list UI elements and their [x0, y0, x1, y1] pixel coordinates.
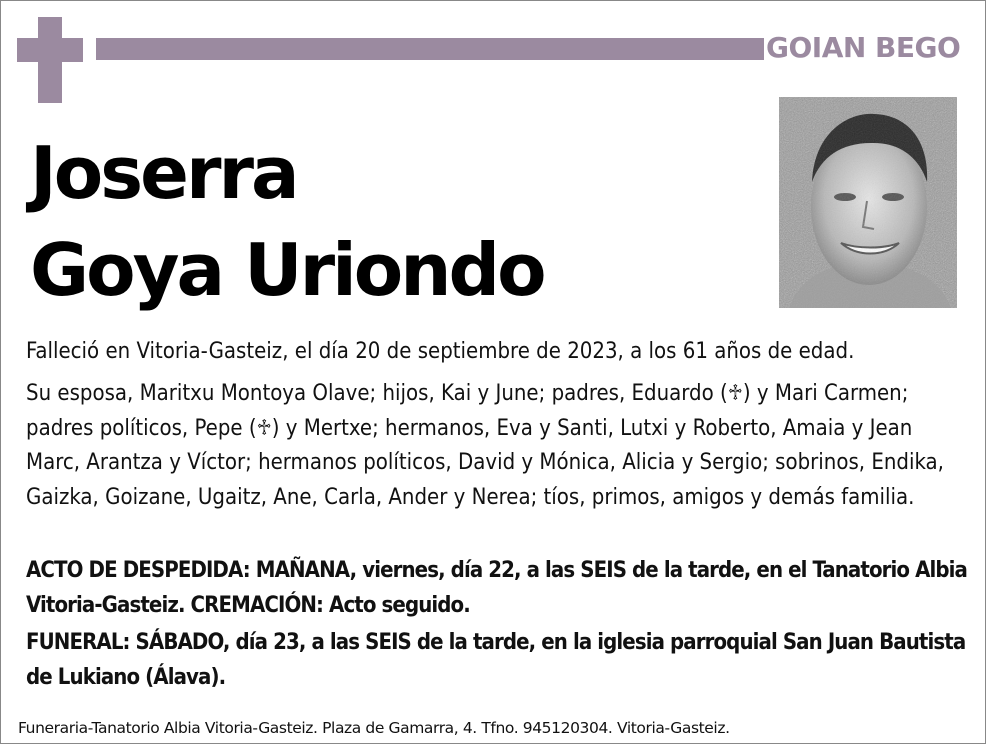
header-bar — [96, 38, 764, 60]
surnames: Goya Uriondo — [30, 228, 544, 312]
brand-label: GOIAN BEGO — [766, 31, 961, 64]
farewell-act — [26, 554, 971, 623]
family-list — [26, 377, 971, 515]
portrait-photo — [779, 97, 957, 308]
portrait-image — [779, 97, 957, 308]
fallecio-text: Falleció en Vitoria-Gasteiz, el día 20 de septiembre de 2023, a los 61 años de edad. — [26, 339, 855, 364]
funeral-text: FUNERAL: SÁBADO, día 23, a las SEIS de la tarde, en la iglesia parroquial San Juan Bautista de Lukiano (Álava). — [26, 630, 966, 690]
funeral-home-footer: Funeraria-Tanatorio Albia Vitoria-Gasteiz. Plaza de Gamarra, 4. Tfno. 945120304. Vitoria-Gasteiz. — [18, 719, 730, 737]
acto-text: ACTO DE DESPEDIDA: MAÑANA, viernes, día 22, a las SEIS de la tarde, en el Tanatorio Albia Vitoria-Gasteiz. CREMACIÓN: Acto seguido. — [26, 558, 967, 618]
death-notice — [26, 335, 971, 370]
familia-text: Su esposa, Maritxu Montoya Olave; hijos, Kai y June; padres, Eduardo (♱) y Mari Carmen; padres políticos, Pepe (♱) y Mertxe; hermanos, Eva y Santi, Lutxi y Roberto, Amaia y Jean Marc, Arantza y Víctor; hermanos políticos, David y Mónica, Alicia y Sergio; sobrinos, Endika, Gaizka, Goizane, Ugaitz, Ane, Carla, Ander y Nerea; tíos, primos, amigos y demás familia. — [26, 381, 944, 510]
funeral-info — [26, 626, 971, 695]
first-name: Joserra — [30, 131, 297, 215]
cross-horizontal — [17, 38, 83, 62]
